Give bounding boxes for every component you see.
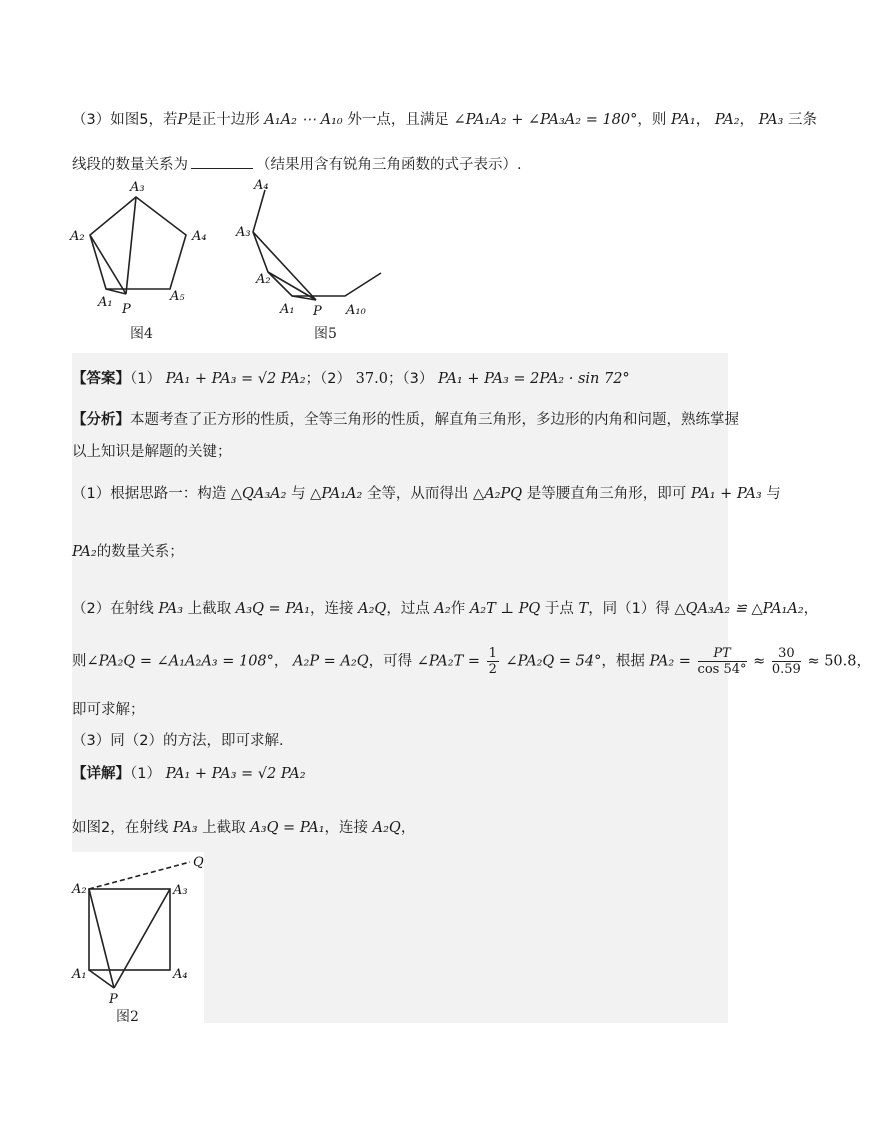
figure-5-decagon [228,176,398,348]
question-3-line1: （3）如图5，若P是正十边形 A₁A₂ ⋯ A₁₀ 外一点，且满足 ∠PA₁A₂ + ∠PA₃A₂ = 180°，则 PA₁， PA₂， PA₃ 三条 [72,112,817,128]
analysis-line8: （3）同（2）的方法，即可求解. [72,733,284,749]
label-a4: A₄ [254,178,269,193]
figure-5-caption: 图5 [314,326,337,342]
label-a1: A₁ [72,967,87,982]
label-q: Q [193,855,204,870]
label-p: P [313,304,322,319]
label-p: P [122,302,131,317]
answer-blank [191,154,253,169]
label-a5: A₅ [170,289,185,304]
analysis-line2: 以上知识是解题的关键； [72,444,232,460]
label-a3: A₃ [130,180,145,195]
label-a2: A₂ [72,882,87,897]
figure-4-pentagon [68,178,228,348]
figure-4-caption: 图4 [130,326,153,342]
label-a3: A₃ [173,883,188,898]
label-a4: A₄ [173,967,188,982]
fraction-30-059: $\frac{30}{0.59}$ [771,646,801,677]
detail-line2: 如图2，在射线 PA₃ 上截取 A₃Q = PA₁，连接 A₂Q， [72,820,416,836]
analysis-line1: 【分析】本题考查了正方形的性质，全等三角形的性质，解直角三角形，多边形的内角和问题，熟练掌握 [72,412,739,428]
figure-2-caption: 图2 [116,1009,139,1025]
detail-line1: 【详解】（1） PA₁ + PA₃ = √2 PA₂ [72,766,306,782]
label-a4: A₄ [192,229,207,244]
question-3-line2: 线段的数量关系为 （结果用含有锐角三角函数的式子表示）. [72,153,522,174]
label-a1: A₁ [98,295,113,310]
label-a2: A₂ [70,229,85,244]
label-a3: A₃ [236,225,251,240]
analysis-line3: （1）根据思路一：构造 △QA₃A₂ 与 △PA₁A₂ 全等，从而得出 △A₂PQ 是等腰直角三角形，即可 PA₁ + PA₃ 与 [72,486,781,502]
analysis-line7: 即可求解； [72,702,145,718]
label-a2: A₂ [256,272,271,287]
figure-2-square [72,852,204,1024]
answer-line: 【答案】（1） PA₁ + PA₃ = √2 PA₂；（2） 37.0；（3） PA₁ + PA₃ = 2PA₂ · sin 72° [72,371,630,387]
fraction-pt-cos: $\frac{PT}{\cos 54^\circ}$ [697,646,747,677]
label-p: P [109,992,118,1007]
fraction-one-half: $\frac{1}{2}$ [488,646,497,677]
label-a1: A₁ [280,302,295,317]
analysis-line4: PA₂的数量关系； [72,544,184,560]
analysis-line5: （2）在射线 PA₃ 上截取 A₃Q = PA₁，连接 A₂Q，过点 A₂作 A₂T ⊥ PQ 于点 T，同（1）得 △QA₃A₂ ≌ △PA₁A₂， [72,601,819,617]
label-a10: A₁₀ [346,303,366,318]
analysis-line6: 则∠PA₂Q = ∠A₁A₂A₃ = 108°， A₂P = A₂Q，可得 ∠PA₂T = $\frac{1}{2}$ ∠PA₂Q = 54°，根据 PA₂ = $\frac{PT}{\cos 54^\circ}$ ≈ $\frac{30}{0.59}$ ≈ 50.8， [72,646,871,677]
